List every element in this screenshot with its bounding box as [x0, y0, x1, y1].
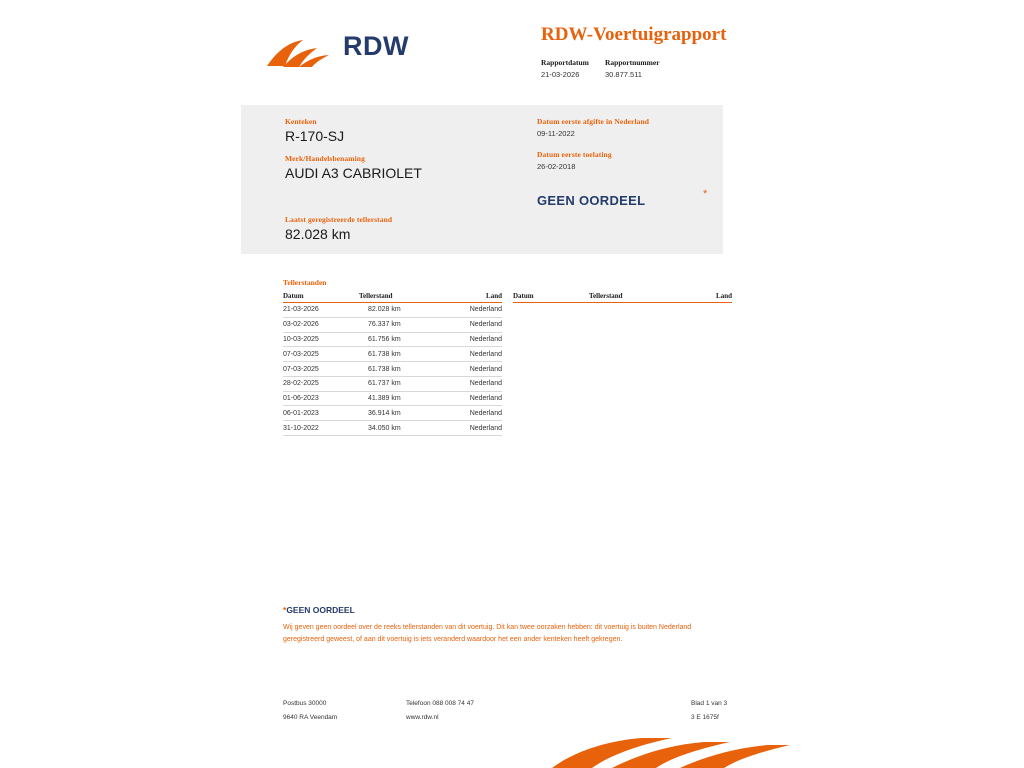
- report-date-block: [541, 58, 589, 79]
- table-row: [283, 317, 502, 332]
- cell-datum: 10-03-2025: [283, 332, 359, 347]
- eerste-afgifte-value: 09-11-2022: [537, 129, 575, 138]
- merk-label: Merk/Handelsbenaming: [285, 154, 365, 163]
- cell-datum: 07-03-2025: [283, 347, 359, 362]
- column-header-land: Land: [679, 292, 732, 303]
- odometer-table-left-body: [283, 303, 502, 436]
- cell-datum: 28-02-2025: [283, 376, 359, 391]
- vehicle-summary-panel: [241, 105, 723, 254]
- footer-address: [283, 700, 337, 728]
- footnote-block: [283, 605, 713, 647]
- column-header-datum: Datum: [513, 292, 589, 303]
- cell-tellerstand: 34.050 km: [359, 421, 449, 436]
- footer-phone: Telefoon 088 008 74 47: [406, 700, 474, 707]
- footnote-title: [283, 605, 713, 615]
- cell-tellerstand: 61.738 km: [359, 362, 449, 377]
- cell-tellerstand: 76.337 km: [359, 317, 449, 332]
- cell-land: Nederland: [449, 421, 502, 436]
- report-date-label: Rapportdatum: [541, 58, 589, 67]
- kenteken-label: Kenteken: [285, 117, 317, 126]
- cell-land: Nederland: [449, 391, 502, 406]
- eerste-toelating-label: Datum eerste toelating: [537, 150, 612, 159]
- cell-tellerstand: 61.738 km: [359, 347, 449, 362]
- kenteken-value: R-170-SJ: [285, 128, 345, 144]
- table-row: [283, 362, 502, 377]
- table-row: [283, 376, 502, 391]
- summary-right-column: [537, 117, 717, 208]
- rdw-wordmark: RDW: [343, 31, 409, 61]
- cell-land: Nederland: [449, 332, 502, 347]
- cell-land: Nederland: [449, 317, 502, 332]
- report-date-value: 21-03-2026: [541, 70, 580, 79]
- verdict-text: GEEN OORDEEL: [537, 193, 646, 208]
- footnote-asterisk: *: [283, 605, 287, 615]
- laatste-tellerstand-label: Laatst geregistreerde tellerstand: [285, 215, 393, 224]
- cell-tellerstand: 61.756 km: [359, 332, 449, 347]
- footer-address-line1: Postbus 30000: [283, 700, 327, 707]
- table-row: [283, 332, 502, 347]
- column-header-tellerstand: Tellerstand: [589, 292, 679, 303]
- table-header-row: [513, 292, 732, 303]
- report-number-value: 30.877.511: [605, 70, 642, 79]
- verdict-asterisk: *: [703, 188, 708, 200]
- table-row: [283, 347, 502, 362]
- cell-datum: 06-01-2023: [283, 406, 359, 421]
- merk-value: AUDI A3 CABRIOLET: [285, 165, 422, 181]
- eerste-afgifte-label: Datum eerste afgifte in Nederland: [537, 117, 650, 126]
- cell-land: Nederland: [449, 362, 502, 377]
- footer-pageinfo: [691, 700, 727, 728]
- report-number-label: Rapportnummer: [605, 58, 660, 67]
- cell-datum: 01-06-2023: [283, 391, 359, 406]
- summary-left-column: [285, 117, 515, 252]
- rdw-footer-swoosh-icon: [552, 735, 792, 768]
- odometer-table-left: [283, 292, 502, 436]
- footnote-body: Wij geven geen oordeel over de reeks tellerstanden van dit voertuig. Dit kan twee oorzaken hebben: dit voertuig is buiten Nederland geregistreerd geweest, of aan dit voertuig is iets veranderd waardoor het een ander kenteken heeft gekregen.: [283, 624, 692, 644]
- column-header-datum: Datum: [283, 292, 359, 303]
- odometer-table-right: [513, 292, 732, 303]
- cell-tellerstand: 36.914 km: [359, 406, 449, 421]
- report-title: RDW-Voertuigrapport: [541, 24, 727, 45]
- table-header-row: [283, 292, 502, 303]
- footer-page-number: Blad 1 van 3: [691, 700, 728, 707]
- cell-datum: 03-02-2026: [283, 317, 359, 332]
- document-header: [0, 0, 1024, 95]
- cell-tellerstand: 82.028 km: [359, 303, 449, 318]
- rdw-swoosh-logo-icon: [265, 36, 331, 70]
- table-row: [283, 406, 502, 421]
- column-header-tellerstand: Tellerstand: [359, 292, 449, 303]
- footer-form-code: 3 E 1675f: [691, 714, 719, 721]
- footnote-title-text: GEEN OORDEEL: [286, 605, 355, 615]
- footer-website[interactable]: www.rdw.nl: [406, 714, 439, 721]
- eerste-toelating-value: 26-02-2018: [537, 162, 576, 171]
- odometer-section-title: Tellerstanden: [283, 278, 327, 287]
- table-row: [283, 303, 502, 318]
- cell-land: Nederland: [449, 406, 502, 421]
- cell-tellerstand: 61.737 km: [359, 376, 449, 391]
- cell-land: Nederland: [449, 347, 502, 362]
- table-row: [283, 421, 502, 436]
- column-header-land: Land: [449, 292, 502, 303]
- report-number-block: [605, 58, 660, 79]
- cell-datum: 07-03-2025: [283, 362, 359, 377]
- odometer-readings-section: [283, 278, 735, 432]
- table-row: [283, 391, 502, 406]
- cell-land: Nederland: [449, 303, 502, 318]
- cell-tellerstand: 41.389 km: [359, 391, 449, 406]
- laatste-tellerstand-value: 82.028 km: [285, 226, 351, 242]
- footer-address-line2: 9640 RA Veendam: [283, 714, 338, 721]
- cell-datum: 31-10-2022: [283, 421, 359, 436]
- footer-contact: [406, 700, 474, 728]
- cell-datum: 21-03-2026: [283, 303, 359, 318]
- cell-land: Nederland: [449, 376, 502, 391]
- rdw-logo: [265, 18, 515, 78]
